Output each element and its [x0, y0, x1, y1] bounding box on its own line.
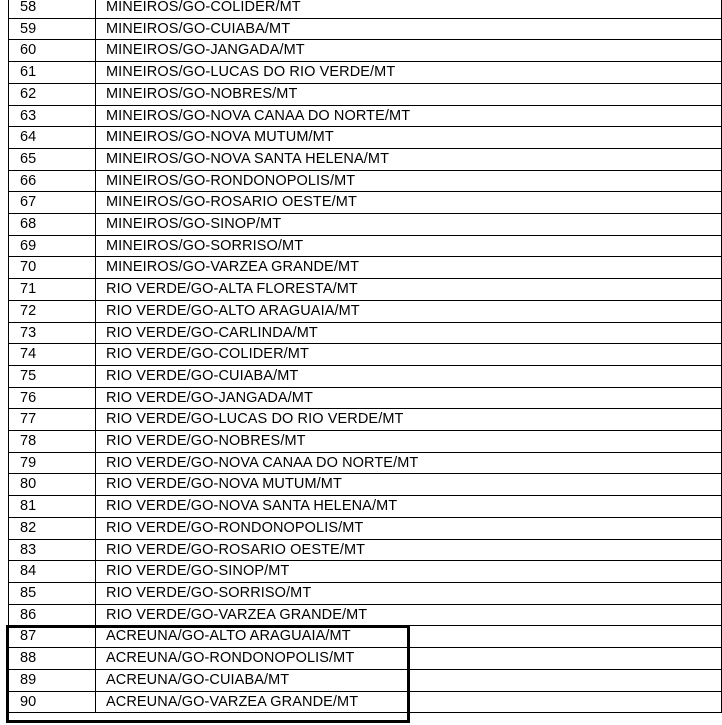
row-number-cell: 76: [9, 387, 96, 409]
table-row: [9, 626, 722, 648]
route-cell: RIO VERDE/GO-ROSARIO OESTE/MT: [96, 539, 722, 561]
table-row: [9, 496, 722, 518]
route-cell: MINEIROS/GO-LUCAS DO RIO VERDE/MT: [96, 62, 722, 84]
table-row: [9, 561, 722, 583]
row-number-cell: 77: [9, 409, 96, 431]
row-number-cell: 83: [9, 539, 96, 561]
route-cell: RIO VERDE/GO-NOVA SANTA HELENA/MT: [96, 496, 722, 518]
table-row: [9, 62, 722, 84]
row-number-cell: 64: [9, 127, 96, 149]
route-table-body: [9, 0, 722, 713]
row-number-cell: 68: [9, 214, 96, 236]
route-cell: RIO VERDE/GO-SINOP/MT: [96, 561, 722, 583]
route-cell: MINEIROS/GO-JANGADA/MT: [96, 40, 722, 62]
table-row: [9, 539, 722, 561]
table-row: [9, 300, 722, 322]
table-row: [9, 257, 722, 279]
route-cell: RIO VERDE/GO-NOVA CANAA DO NORTE/MT: [96, 452, 722, 474]
table-row: [9, 40, 722, 62]
row-number-cell: 59: [9, 18, 96, 40]
table-row: [9, 127, 722, 149]
table-row: [9, 452, 722, 474]
row-number-cell: 58: [9, 0, 96, 18]
table-row: [9, 170, 722, 192]
table-row: [9, 83, 722, 105]
route-cell: MINEIROS/GO-NOVA CANAA DO NORTE/MT: [96, 105, 722, 127]
row-number-cell: 82: [9, 517, 96, 539]
row-number-cell: 67: [9, 192, 96, 214]
row-number-cell: 90: [9, 691, 96, 713]
table-row: [9, 235, 722, 257]
row-number-cell: 60: [9, 40, 96, 62]
route-cell: MINEIROS/GO-SORRISO/MT: [96, 235, 722, 257]
row-number-cell: 73: [9, 322, 96, 344]
table-row: [9, 322, 722, 344]
table-row: [9, 604, 722, 626]
route-cell: RIO VERDE/GO-ALTO ARAGUAIA/MT: [96, 300, 722, 322]
row-number-cell: 81: [9, 496, 96, 518]
table-row: [9, 214, 722, 236]
route-cell: MINEIROS/GO-COLIDER/MT: [96, 0, 722, 18]
route-cell: RIO VERDE/GO-COLIDER/MT: [96, 344, 722, 366]
row-number-cell: 79: [9, 452, 96, 474]
table-row: [9, 474, 722, 496]
route-table: [8, 0, 722, 713]
route-cell: ACREUNA/GO-CUIABA/MT: [96, 669, 722, 691]
table-row: [9, 387, 722, 409]
table-row: [9, 582, 722, 604]
row-number-cell: 63: [9, 105, 96, 127]
route-cell: RIO VERDE/GO-NOBRES/MT: [96, 431, 722, 453]
route-cell: MINEIROS/GO-VARZEA GRANDE/MT: [96, 257, 722, 279]
row-number-cell: 62: [9, 83, 96, 105]
row-number-cell: 84: [9, 561, 96, 583]
row-number-cell: 75: [9, 365, 96, 387]
route-cell: ACREUNA/GO-ALTO ARAGUAIA/MT: [96, 626, 722, 648]
route-cell: RIO VERDE/GO-CARLINDA/MT: [96, 322, 722, 344]
route-cell: MINEIROS/GO-ROSARIO OESTE/MT: [96, 192, 722, 214]
row-number-cell: 85: [9, 582, 96, 604]
row-number-cell: 89: [9, 669, 96, 691]
row-number-cell: 88: [9, 648, 96, 670]
table-row: [9, 192, 722, 214]
route-cell: ACREUNA/GO-VARZEA GRANDE/MT: [96, 691, 722, 713]
row-number-cell: 71: [9, 279, 96, 301]
table-row: [9, 669, 722, 691]
row-number-cell: 66: [9, 170, 96, 192]
route-cell: RIO VERDE/GO-RONDONOPOLIS/MT: [96, 517, 722, 539]
route-cell: RIO VERDE/GO-NOVA MUTUM/MT: [96, 474, 722, 496]
route-cell: MINEIROS/GO-SINOP/MT: [96, 214, 722, 236]
route-cell: RIO VERDE/GO-VARZEA GRANDE/MT: [96, 604, 722, 626]
route-cell: MINEIROS/GO-NOVA MUTUM/MT: [96, 127, 722, 149]
table-row: [9, 0, 722, 18]
table-row: [9, 344, 722, 366]
row-number-cell: 65: [9, 148, 96, 170]
table-row: [9, 148, 722, 170]
table-row: [9, 691, 722, 713]
table-row: [9, 18, 722, 40]
row-number-cell: 86: [9, 604, 96, 626]
route-cell: MINEIROS/GO-NOVA SANTA HELENA/MT: [96, 148, 722, 170]
route-cell: ACREUNA/GO-RONDONOPOLIS/MT: [96, 648, 722, 670]
row-number-cell: 87: [9, 626, 96, 648]
route-cell: MINEIROS/GO-CUIABA/MT: [96, 18, 722, 40]
table-row: [9, 279, 722, 301]
row-number-cell: 78: [9, 431, 96, 453]
route-cell: RIO VERDE/GO-CUIABA/MT: [96, 365, 722, 387]
route-cell: RIO VERDE/GO-JANGADA/MT: [96, 387, 722, 409]
route-cell: RIO VERDE/GO-ALTA FLORESTA/MT: [96, 279, 722, 301]
table-row: [9, 365, 722, 387]
table-row: [9, 517, 722, 539]
table-row: [9, 105, 722, 127]
table-row: [9, 648, 722, 670]
route-cell: RIO VERDE/GO-SORRISO/MT: [96, 582, 722, 604]
table-row: [9, 409, 722, 431]
route-cell: MINEIROS/GO-RONDONOPOLIS/MT: [96, 170, 722, 192]
row-number-cell: 80: [9, 474, 96, 496]
row-number-cell: 74: [9, 344, 96, 366]
row-number-cell: 69: [9, 235, 96, 257]
row-number-cell: 61: [9, 62, 96, 84]
route-cell: RIO VERDE/GO-LUCAS DO RIO VERDE/MT: [96, 409, 722, 431]
route-cell: MINEIROS/GO-NOBRES/MT: [96, 83, 722, 105]
table-row: [9, 431, 722, 453]
row-number-cell: 70: [9, 257, 96, 279]
row-number-cell: 72: [9, 300, 96, 322]
